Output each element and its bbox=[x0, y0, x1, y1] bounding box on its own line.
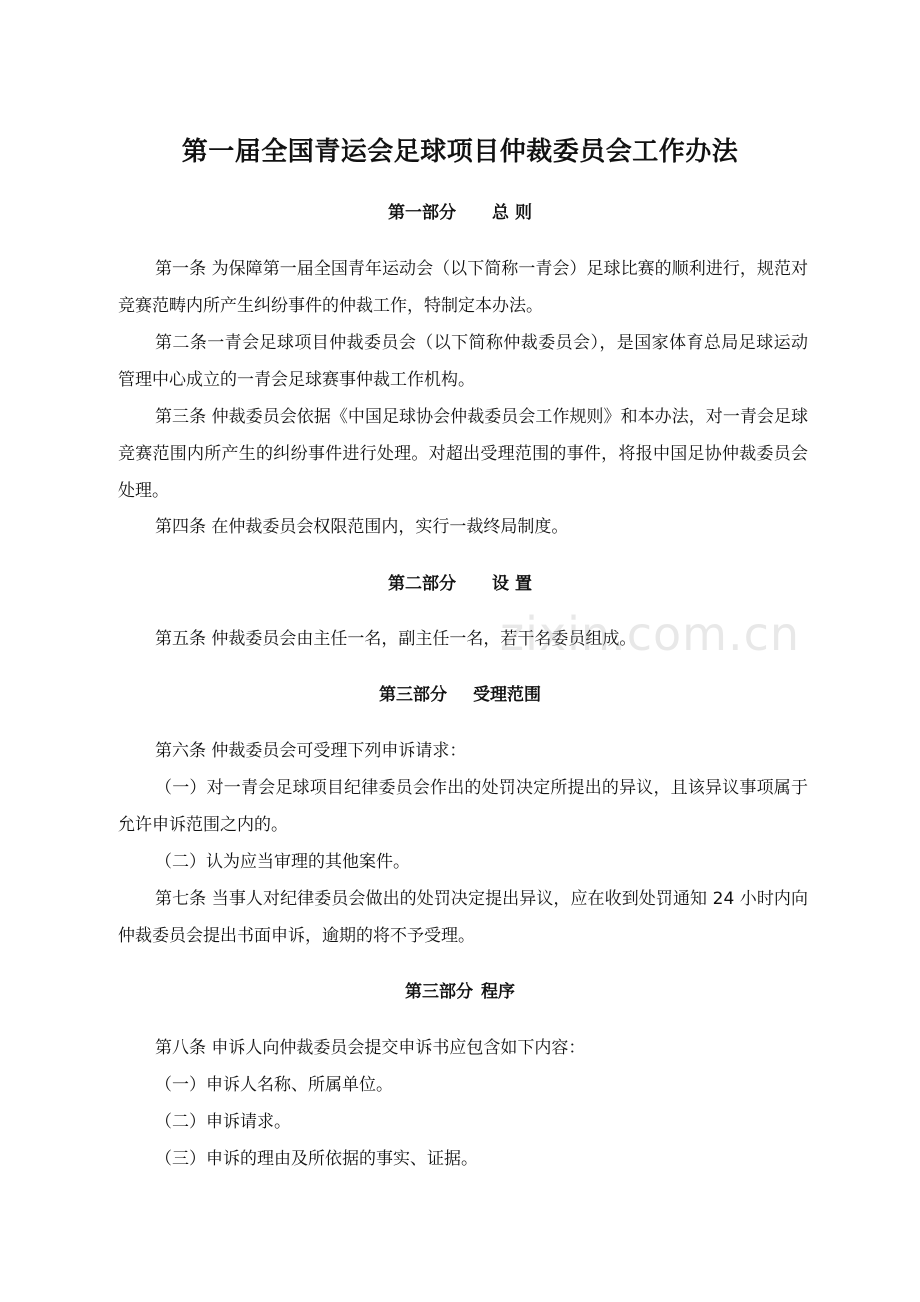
article-paragraph: 第五条 仲裁委员会由主任一名，副主任一名，若干名委员组成。 bbox=[155, 629, 637, 649]
section-name-label: 总 则 bbox=[492, 203, 532, 223]
article-paragraph: 第四条 在仲裁委员会权限范围内，实行一裁终局制度。 bbox=[155, 517, 569, 537]
section-heading-procedure bbox=[0, 978, 920, 1006]
article-paragraph: 第八条 申诉人向仲裁委员会提交申诉书应包含如下内容： bbox=[155, 1038, 586, 1058]
section-part-label: 第二部分 bbox=[388, 574, 457, 594]
list-item: （二）申诉请求。 bbox=[155, 1112, 291, 1132]
list-item: （三）申诉的理由及所依据的事实、证据。 bbox=[155, 1149, 478, 1169]
document-title: 第一届全国青运会足球项目仲裁委员会工作办法 bbox=[181, 137, 739, 167]
section-heading-general bbox=[0, 199, 920, 227]
list-item: （二）认为应当审理的其他案件。 bbox=[155, 852, 410, 872]
section-part-label: 第一部分 bbox=[388, 203, 457, 223]
list-item: （一）申诉人名称、所属单位。 bbox=[155, 1075, 393, 1095]
article-paragraph: 第一条 为保障第一届全国青年运动会（以下简称一青会）足球比赛的顺利进行，规范对竞赛范畴内所产生纠纷事件的仲裁工作，特制定本办法。 bbox=[118, 259, 808, 316]
article-paragraph: 第三条 仲裁委员会依据《中国足球协会仲裁委员会工作规则》和本办法，对一青会足球竞赛范围内所产生的纠纷事件进行处理。对超出受理范围的事件，将报中国足协仲裁委员会处理。 bbox=[118, 407, 808, 501]
article-paragraph: 第六条 仲裁委员会可受理下列申诉请求： bbox=[155, 741, 467, 761]
section-heading-scope bbox=[0, 681, 920, 709]
section-name-label: 设 置 bbox=[492, 574, 532, 594]
section-name-label: 程序 bbox=[481, 982, 515, 1002]
section-part-label: 第三部分 bbox=[405, 982, 473, 1002]
article-paragraph: 第二条一青会足球项目仲裁委员会（以下简称仲裁委员会），是国家体育总局足球运动管理中心成立的一青会足球赛事仲裁工作机构。 bbox=[118, 333, 808, 390]
watermark-text: zixin.com.cn bbox=[500, 607, 801, 661]
section-part-label: 第三部分 bbox=[379, 685, 447, 705]
section-heading-setup bbox=[0, 570, 920, 598]
section-name-label: 受理范围 bbox=[473, 685, 541, 705]
list-item: （一）对一青会足球项目纪律委员会作出的处罚决定所提出的异议，且该异议事项属于允许申诉范围之内的。 bbox=[118, 778, 808, 835]
article-paragraph: 第七条 当事人对纪律委员会做出的处罚决定提出异议，应在收到处罚通知 24 小时内向仲裁委员会提出书面申诉，逾期的将不予受理。 bbox=[118, 889, 808, 946]
